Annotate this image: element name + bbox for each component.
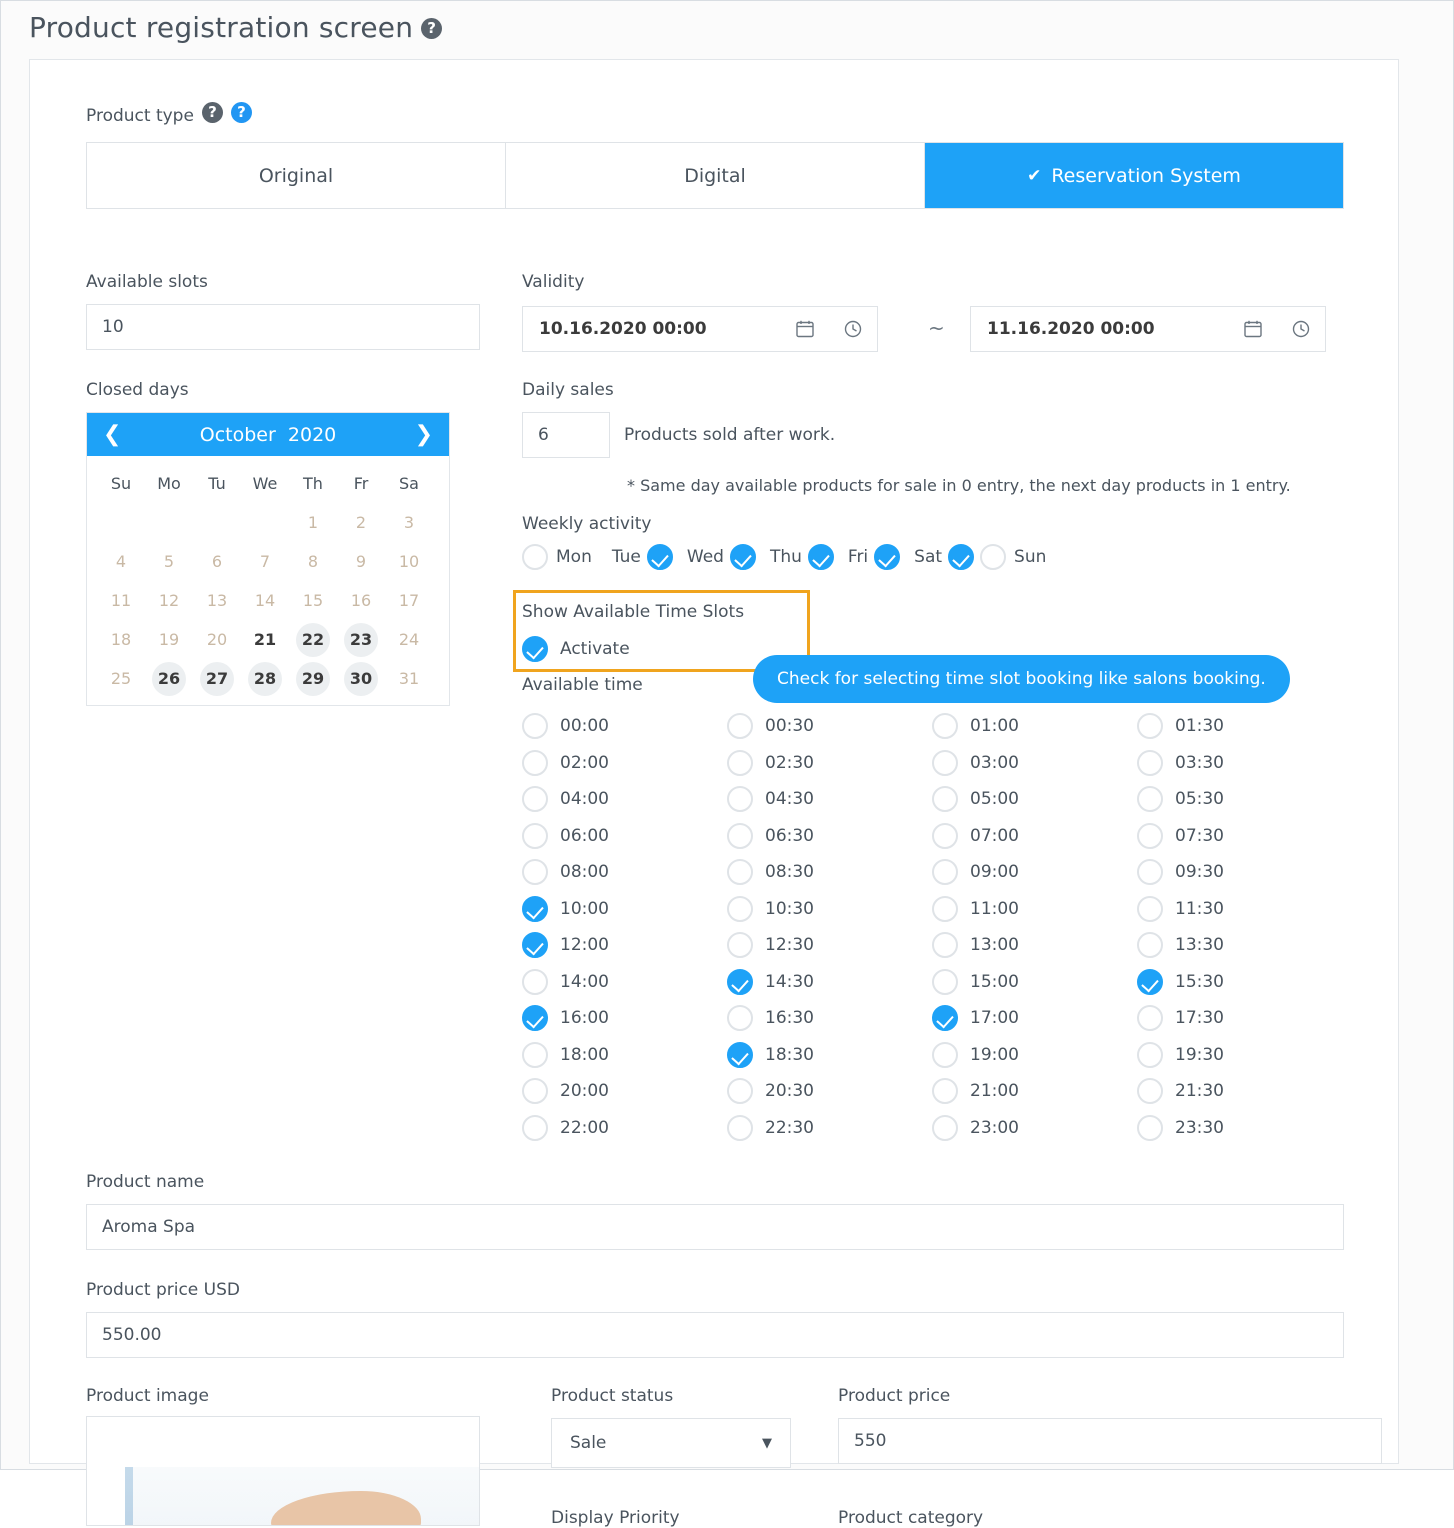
- time-slot-1530[interactable]: [1137, 964, 1342, 1001]
- weekday-label-wed: Wed: [686, 547, 724, 567]
- calendar-day-12[interactable]: 12: [158, 591, 180, 610]
- calendar-day-22[interactable]: 22: [296, 623, 330, 657]
- weekday-checkbox-tue[interactable]: [647, 544, 673, 570]
- calendar-day-empty: [145, 503, 193, 542]
- time-slot-checkbox-1800[interactable]: [522, 1042, 548, 1068]
- time-slot-checkbox-1730[interactable]: [1137, 1005, 1163, 1031]
- time-slot-label-1800: 18:00: [560, 1044, 609, 1065]
- time-slot-1400[interactable]: [522, 964, 727, 1001]
- time-slot-label-2030: 20:30: [765, 1081, 814, 1102]
- time-slot-2230[interactable]: [727, 1110, 932, 1147]
- tab-original-label: Original: [258, 164, 334, 187]
- time-slots-tooltip: [753, 655, 1290, 703]
- calendar-dow-mo: Mo: [157, 474, 181, 493]
- time-slot-0200[interactable]: [522, 745, 727, 782]
- time-slot-checkbox-1700[interactable]: [932, 1005, 958, 1031]
- time-slot-label-0430: 04:30: [765, 789, 814, 810]
- time-slot-label-0800: 08:00: [560, 862, 609, 883]
- time-slot-label-1930: 19:30: [1175, 1044, 1224, 1065]
- time-slot-0900[interactable]: [932, 854, 1137, 891]
- time-slot-checkbox-1200[interactable]: [522, 932, 548, 958]
- weekly-activity-label: Weekly activity: [522, 514, 652, 534]
- validity-separator: ~: [928, 316, 945, 340]
- time-slot-label-0500: 05:00: [970, 789, 1019, 810]
- time-slot-2200[interactable]: [522, 1110, 727, 1147]
- weekday-sat[interactable]: [906, 544, 974, 570]
- time-slot-checkbox-1130[interactable]: [1137, 896, 1163, 922]
- calendar-week-row: [97, 581, 439, 620]
- product-price-input[interactable]: [838, 1418, 1382, 1464]
- time-slot-1130[interactable]: [1137, 891, 1342, 928]
- weekday-checkbox-sun[interactable]: [980, 544, 1006, 570]
- calendar-day-9[interactable]: 9: [355, 552, 367, 571]
- calendar-icon[interactable]: [781, 307, 829, 351]
- product-image-label: Product image: [86, 1386, 209, 1406]
- weekday-label-sun: Sun: [1014, 547, 1047, 567]
- time-slot-0000[interactable]: [522, 708, 727, 745]
- time-slot-2000[interactable]: [522, 1073, 727, 1110]
- time-slot-checkbox-0730[interactable]: [1137, 823, 1163, 849]
- page-title: [29, 11, 442, 44]
- weekday-mon[interactable]: [522, 544, 598, 570]
- time-slot-checkbox-0600[interactable]: [522, 823, 548, 849]
- time-slot-0400[interactable]: [522, 781, 727, 818]
- weekday-tue[interactable]: [604, 544, 673, 570]
- calendar-dow-fr: Fr: [353, 474, 369, 493]
- time-slot-label-0300: 03:00: [970, 752, 1019, 773]
- time-slot-checkbox-0200[interactable]: [522, 750, 548, 776]
- time-slot-checkbox-1630[interactable]: [727, 1005, 753, 1031]
- time-slot-1430[interactable]: [727, 964, 932, 1001]
- time-slot-0300[interactable]: [932, 745, 1137, 782]
- time-slot-checkbox-1030[interactable]: [727, 896, 753, 922]
- check-icon: ✔: [1027, 165, 1042, 186]
- time-slot-0130[interactable]: [1137, 708, 1342, 745]
- weekday-checkbox-fri[interactable]: [874, 544, 900, 570]
- time-slot-label-2200: 22:00: [560, 1117, 609, 1138]
- calendar-day-18[interactable]: 18: [110, 630, 132, 649]
- time-slot-label-1400: 14:00: [560, 971, 609, 992]
- weekday-label-mon: Mon: [556, 547, 592, 567]
- registration-card: [29, 59, 1399, 1528]
- time-slot-0700[interactable]: [932, 818, 1137, 855]
- time-slot-checkbox-0430[interactable]: [727, 786, 753, 812]
- time-slot-checkbox-1430[interactable]: [727, 969, 753, 995]
- calendar-day-empty: [97, 503, 145, 542]
- weekday-fri[interactable]: [840, 544, 900, 570]
- display-priority-label: Display Priority: [551, 1508, 680, 1528]
- clock-icon[interactable]: [829, 307, 877, 351]
- time-slot-label-1000: 10:00: [560, 898, 609, 919]
- calendar-day-3[interactable]: 3: [403, 513, 415, 532]
- time-slot-checkbox-1300[interactable]: [932, 932, 958, 958]
- time-slot-1900[interactable]: [932, 1037, 1137, 1074]
- time-slot-label-1500: 15:00: [970, 971, 1019, 992]
- time-slot-label-1430: 14:30: [765, 971, 814, 992]
- time-slot-checkbox-0330[interactable]: [1137, 750, 1163, 776]
- time-slot-checkbox-2000[interactable]: [522, 1078, 548, 1104]
- calendar-day-28[interactable]: 28: [248, 662, 282, 696]
- time-slot-1930[interactable]: [1137, 1037, 1342, 1074]
- tab-original[interactable]: [87, 143, 506, 208]
- time-slot-label-0400: 04:00: [560, 789, 609, 810]
- time-slot-label-0530: 05:30: [1175, 789, 1224, 810]
- time-slot-0730[interactable]: [1137, 818, 1342, 855]
- calendar-day-23[interactable]: 23: [344, 623, 378, 657]
- time-slot-2030[interactable]: [727, 1073, 932, 1110]
- clock-icon[interactable]: [1277, 307, 1325, 351]
- calendar-day-20[interactable]: 20: [206, 630, 228, 649]
- time-slot-checkbox-2330[interactable]: [1137, 1115, 1163, 1141]
- time-slot-2300[interactable]: [932, 1110, 1137, 1147]
- time-slot-0530[interactable]: [1137, 781, 1342, 818]
- time-slot-checkbox-1500[interactable]: [932, 969, 958, 995]
- calendar-year: 2020: [287, 423, 337, 446]
- chevron-right-icon[interactable]: ❯: [414, 421, 433, 447]
- time-slot-0930[interactable]: [1137, 854, 1342, 891]
- weekday-label-thu: Thu: [769, 547, 802, 567]
- time-slot-checkbox-2200[interactable]: [522, 1115, 548, 1141]
- calendar-day-5[interactable]: 5: [163, 552, 175, 571]
- calendar-day-6[interactable]: 6: [211, 552, 223, 571]
- product-status-label: Product status: [551, 1386, 674, 1406]
- time-slot-checkbox-0930[interactable]: [1137, 859, 1163, 885]
- time-slot-label-0700: 07:00: [970, 825, 1019, 846]
- time-slot-label-1230: 12:30: [765, 935, 814, 956]
- calendar-day-19[interactable]: 19: [158, 630, 180, 649]
- calendar-day-17[interactable]: 17: [398, 591, 420, 610]
- time-slot-1730[interactable]: [1137, 1000, 1342, 1037]
- time-slot-checkbox-1930[interactable]: [1137, 1042, 1163, 1068]
- help-circle-icon-blue[interactable]: ?: [231, 102, 252, 123]
- calendar-day-2[interactable]: 2: [355, 513, 367, 532]
- time-slot-checkbox-0830[interactable]: [727, 859, 753, 885]
- calendar-day-14[interactable]: 14: [254, 591, 276, 610]
- time-slot-checkbox-1600[interactable]: [522, 1005, 548, 1031]
- time-slot-label-2300: 23:00: [970, 1117, 1019, 1138]
- time-slot-1100[interactable]: [932, 891, 1137, 928]
- time-slot-0030[interactable]: [727, 708, 932, 745]
- time-slot-checkbox-0230[interactable]: [727, 750, 753, 776]
- calendar-dow-sa: Sa: [399, 474, 419, 493]
- product-type-label: Product type ? ?: [86, 102, 252, 126]
- calendar-day-16[interactable]: 16: [350, 591, 372, 610]
- time-slot-checkbox-0000[interactable]: [522, 713, 548, 739]
- time-slot-checkbox-1100[interactable]: [932, 896, 958, 922]
- time-slot-label-0330: 03:30: [1175, 752, 1224, 773]
- validity-label: Validity: [522, 272, 585, 292]
- time-slot-2330[interactable]: [1137, 1110, 1342, 1147]
- time-slot-0430[interactable]: [727, 781, 932, 818]
- calendar-grid: [87, 456, 449, 698]
- time-slot-label-1700: 17:00: [970, 1008, 1019, 1029]
- calendar-day-8[interactable]: 8: [307, 552, 319, 571]
- time-slot-label-0130: 01:30: [1175, 716, 1224, 737]
- time-slot-label-1300: 13:00: [970, 935, 1019, 956]
- validity-end-field[interactable]: [970, 306, 1326, 352]
- product-status-value: Sale: [570, 1433, 607, 1453]
- time-slot-label-1730: 17:30: [1175, 1008, 1224, 1029]
- time-slot-0630[interactable]: [727, 818, 932, 855]
- available-slots-input[interactable]: [86, 304, 480, 350]
- calendar-day-21[interactable]: 21: [253, 630, 277, 649]
- calendar-week-row: [97, 659, 439, 698]
- time-slot-checkbox-0030[interactable]: [727, 713, 753, 739]
- tab-reservation-system[interactable]: [925, 143, 1343, 208]
- daily-sales-label: Daily sales: [522, 380, 614, 400]
- weekday-wed[interactable]: [679, 544, 756, 570]
- time-slot-checkbox-0800[interactable]: [522, 859, 548, 885]
- daily-sales-note: * Same day available products for sale in 0 entry, the next day products in 1 entry.: [627, 476, 1291, 495]
- time-slot-checkbox-0130[interactable]: [1137, 713, 1163, 739]
- time-slot-1800[interactable]: [522, 1037, 727, 1074]
- calendar-dow-we: We: [252, 474, 278, 493]
- time-slot-0330[interactable]: [1137, 745, 1342, 782]
- time-slot-label-1830: 18:30: [765, 1044, 814, 1065]
- time-slot-label-0900: 09:00: [970, 862, 1019, 883]
- calendar-dow-su: Su: [110, 474, 132, 493]
- time-slot-1330[interactable]: [1137, 927, 1342, 964]
- available-time-grid: [522, 708, 1342, 1146]
- calendar-header: [87, 413, 449, 456]
- show-time-slots-label: Show Available Time Slots: [522, 602, 745, 622]
- time-slot-1230[interactable]: [727, 927, 932, 964]
- time-slot-checkbox-2130[interactable]: [1137, 1078, 1163, 1104]
- time-slot-checkbox-1000[interactable]: [522, 896, 548, 922]
- time-slot-checkbox-1530[interactable]: [1137, 969, 1163, 995]
- time-slot-label-1900: 19:00: [970, 1044, 1019, 1065]
- time-slot-checkbox-0530[interactable]: [1137, 786, 1163, 812]
- time-slot-1830[interactable]: [727, 1037, 932, 1074]
- calendar-day-4[interactable]: 4: [115, 552, 127, 571]
- time-slot-checkbox-0700[interactable]: [932, 823, 958, 849]
- time-slot-1030[interactable]: [727, 891, 932, 928]
- time-slot-label-1100: 11:00: [970, 898, 1019, 919]
- time-slot-checkbox-1230[interactable]: [727, 932, 753, 958]
- time-slot-checkbox-0100[interactable]: [932, 713, 958, 739]
- time-slot-checkbox-2100[interactable]: [932, 1078, 958, 1104]
- time-slot-1630[interactable]: [727, 1000, 932, 1037]
- time-slot-0500[interactable]: [932, 781, 1137, 818]
- calendar-day-empty: [241, 503, 289, 542]
- time-slot-0230[interactable]: [727, 745, 932, 782]
- calendar-month: October: [199, 423, 276, 446]
- time-slot-label-2230: 22:30: [765, 1117, 814, 1138]
- time-slot-checkbox-2230[interactable]: [727, 1115, 753, 1141]
- time-slot-checkbox-0500[interactable]: [932, 786, 958, 812]
- time-slot-checkbox-0300[interactable]: [932, 750, 958, 776]
- activate-row[interactable]: [522, 636, 630, 662]
- time-slot-0830[interactable]: [727, 854, 932, 891]
- weekday-checkbox-wed[interactable]: [730, 544, 756, 570]
- time-slot-1200[interactable]: [522, 927, 727, 964]
- time-slot-checkbox-1400[interactable]: [522, 969, 548, 995]
- calendar-day-26[interactable]: 26: [152, 662, 186, 696]
- product-name-label: Product name: [86, 1172, 205, 1192]
- product-status-select[interactable]: [551, 1418, 791, 1468]
- time-slot-label-1130: 11:30: [1175, 898, 1224, 919]
- time-slot-label-2100: 21:00: [970, 1081, 1019, 1102]
- time-slot-1500[interactable]: [932, 964, 1137, 1001]
- help-circle-icon[interactable]: ?: [202, 102, 223, 123]
- calendar-day-11[interactable]: 11: [110, 591, 132, 610]
- weekday-sun[interactable]: [980, 544, 1052, 570]
- time-slot-label-0230: 02:30: [765, 752, 814, 773]
- time-slot-0100[interactable]: [932, 708, 1137, 745]
- chevron-left-icon[interactable]: ❮: [103, 421, 122, 447]
- activate-label: Activate: [560, 639, 630, 659]
- help-circle-icon[interactable]: ?: [421, 18, 442, 39]
- product-name-input[interactable]: [86, 1204, 1344, 1250]
- calendar-month-year: [200, 424, 337, 446]
- calendar-day-empty: [193, 503, 241, 542]
- time-slot-0800[interactable]: [522, 854, 727, 891]
- time-slot-label-0630: 06:30: [765, 825, 814, 846]
- calendar-week-row: [97, 620, 439, 659]
- product-image-preview[interactable]: [86, 1416, 480, 1526]
- page-title-text: Product registration screen: [29, 11, 414, 44]
- calendar-day-25[interactable]: 25: [110, 669, 132, 688]
- time-slot-label-1600: 16:00: [560, 1008, 609, 1029]
- time-slot-checkbox-0900[interactable]: [932, 859, 958, 885]
- time-slot-label-2330: 23:30: [1175, 1117, 1224, 1138]
- calendar-dow-th: Th: [303, 474, 323, 493]
- time-slot-checkbox-2030[interactable]: [727, 1078, 753, 1104]
- time-slot-label-2130: 21:30: [1175, 1081, 1224, 1102]
- time-slot-1300[interactable]: [932, 927, 1137, 964]
- time-slot-1700[interactable]: [932, 1000, 1137, 1037]
- time-slot-label-0600: 06:00: [560, 825, 609, 846]
- validity-start-value: 10.16.2020 00:00: [539, 319, 707, 339]
- time-slot-label-1630: 16:30: [765, 1008, 814, 1029]
- closed-days-label: Closed days: [86, 380, 189, 400]
- product-price-usd-input[interactable]: [86, 1312, 1344, 1358]
- time-slot-label-1200: 12:00: [560, 935, 609, 956]
- time-slot-2100[interactable]: [932, 1073, 1137, 1110]
- daily-sales-input[interactable]: [522, 412, 610, 458]
- time-slot-checkbox-2300[interactable]: [932, 1115, 958, 1141]
- closed-days-calendar: [86, 412, 450, 706]
- calendar-day-7[interactable]: 7: [259, 552, 271, 571]
- time-slot-label-0830: 08:30: [765, 862, 814, 883]
- product-price-label: Product price: [838, 1386, 951, 1406]
- validity-start-field[interactable]: [522, 306, 878, 352]
- tab-digital[interactable]: [506, 143, 925, 208]
- time-slot-label-0030: 00:30: [765, 716, 814, 737]
- calendar-dow-row: [97, 464, 439, 503]
- time-slot-checkbox-0400[interactable]: [522, 786, 548, 812]
- weekday-checkbox-thu[interactable]: [808, 544, 834, 570]
- time-slot-0600[interactable]: [522, 818, 727, 855]
- time-slot-2130[interactable]: [1137, 1073, 1342, 1110]
- daily-sales-suffix: Products sold after work.: [624, 425, 836, 445]
- product-type-tabs: [86, 142, 1344, 209]
- calendar-day-27[interactable]: 27: [200, 662, 234, 696]
- calendar-day-24[interactable]: 24: [398, 630, 420, 649]
- calendar-day-31[interactable]: 31: [398, 669, 420, 688]
- available-slots-label: Available slots: [86, 272, 208, 292]
- time-slot-label-0200: 02:00: [560, 752, 609, 773]
- weekday-thu[interactable]: [762, 544, 834, 570]
- weekday-label-sat: Sat: [914, 547, 943, 567]
- product-category-label: Product category: [838, 1508, 984, 1528]
- product-price-usd-label: Product price USD: [86, 1280, 240, 1300]
- calendar-day-15[interactable]: 15: [302, 591, 324, 610]
- time-slot-label-1330: 13:30: [1175, 935, 1224, 956]
- activate-checkbox[interactable]: [522, 636, 548, 662]
- time-slot-checkbox-1900[interactable]: [932, 1042, 958, 1068]
- time-slot-label-1030: 10:30: [765, 898, 814, 919]
- time-slot-label-0000: 00:00: [560, 716, 609, 737]
- time-slot-label-0930: 09:30: [1175, 862, 1224, 883]
- time-slot-label-2000: 20:00: [560, 1081, 609, 1102]
- calendar-icon[interactable]: [1229, 307, 1277, 351]
- tooltip-text: Check for selecting time slot booking like salons booking.: [777, 669, 1266, 689]
- validity-end-value: 11.16.2020 00:00: [987, 319, 1155, 339]
- tab-digital-label: Digital: [684, 164, 746, 187]
- time-slot-label-0730: 07:30: [1175, 825, 1224, 846]
- time-slot-label-0100: 01:00: [970, 716, 1019, 737]
- tab-reservation-system-label: Reservation System: [1051, 164, 1241, 187]
- weekday-checkbox-sat[interactable]: [948, 544, 974, 570]
- time-slot-checkbox-1830[interactable]: [727, 1042, 753, 1068]
- calendar-week-row: [97, 542, 439, 581]
- calendar-day-1[interactable]: 1: [307, 513, 319, 532]
- calendar-day-13[interactable]: 13: [206, 591, 228, 610]
- calendar-day-30[interactable]: 30: [344, 662, 378, 696]
- chevron-down-icon: ▼: [762, 1435, 772, 1451]
- calendar-day-10[interactable]: 10: [398, 552, 420, 571]
- calendar-dow-tu: Tu: [208, 474, 226, 493]
- calendar-week-row: [97, 503, 439, 542]
- weekday-label-fri: Fri: [847, 547, 869, 567]
- time-slot-checkbox-1330[interactable]: [1137, 932, 1163, 958]
- time-slot-label-1530: 15:30: [1175, 971, 1224, 992]
- weekday-label-tue: Tue: [611, 547, 641, 567]
- product-image-thumbnail: [125, 1467, 480, 1525]
- available-time-label: Available time: [522, 675, 643, 695]
- weekly-activity-row: [522, 544, 1058, 570]
- calendar-day-29[interactable]: 29: [296, 662, 330, 696]
- weekday-checkbox-mon[interactable]: [522, 544, 548, 570]
- time-slot-checkbox-0630[interactable]: [727, 823, 753, 849]
- time-slot-1000[interactable]: [522, 891, 727, 928]
- time-slot-1600[interactable]: [522, 1000, 727, 1037]
